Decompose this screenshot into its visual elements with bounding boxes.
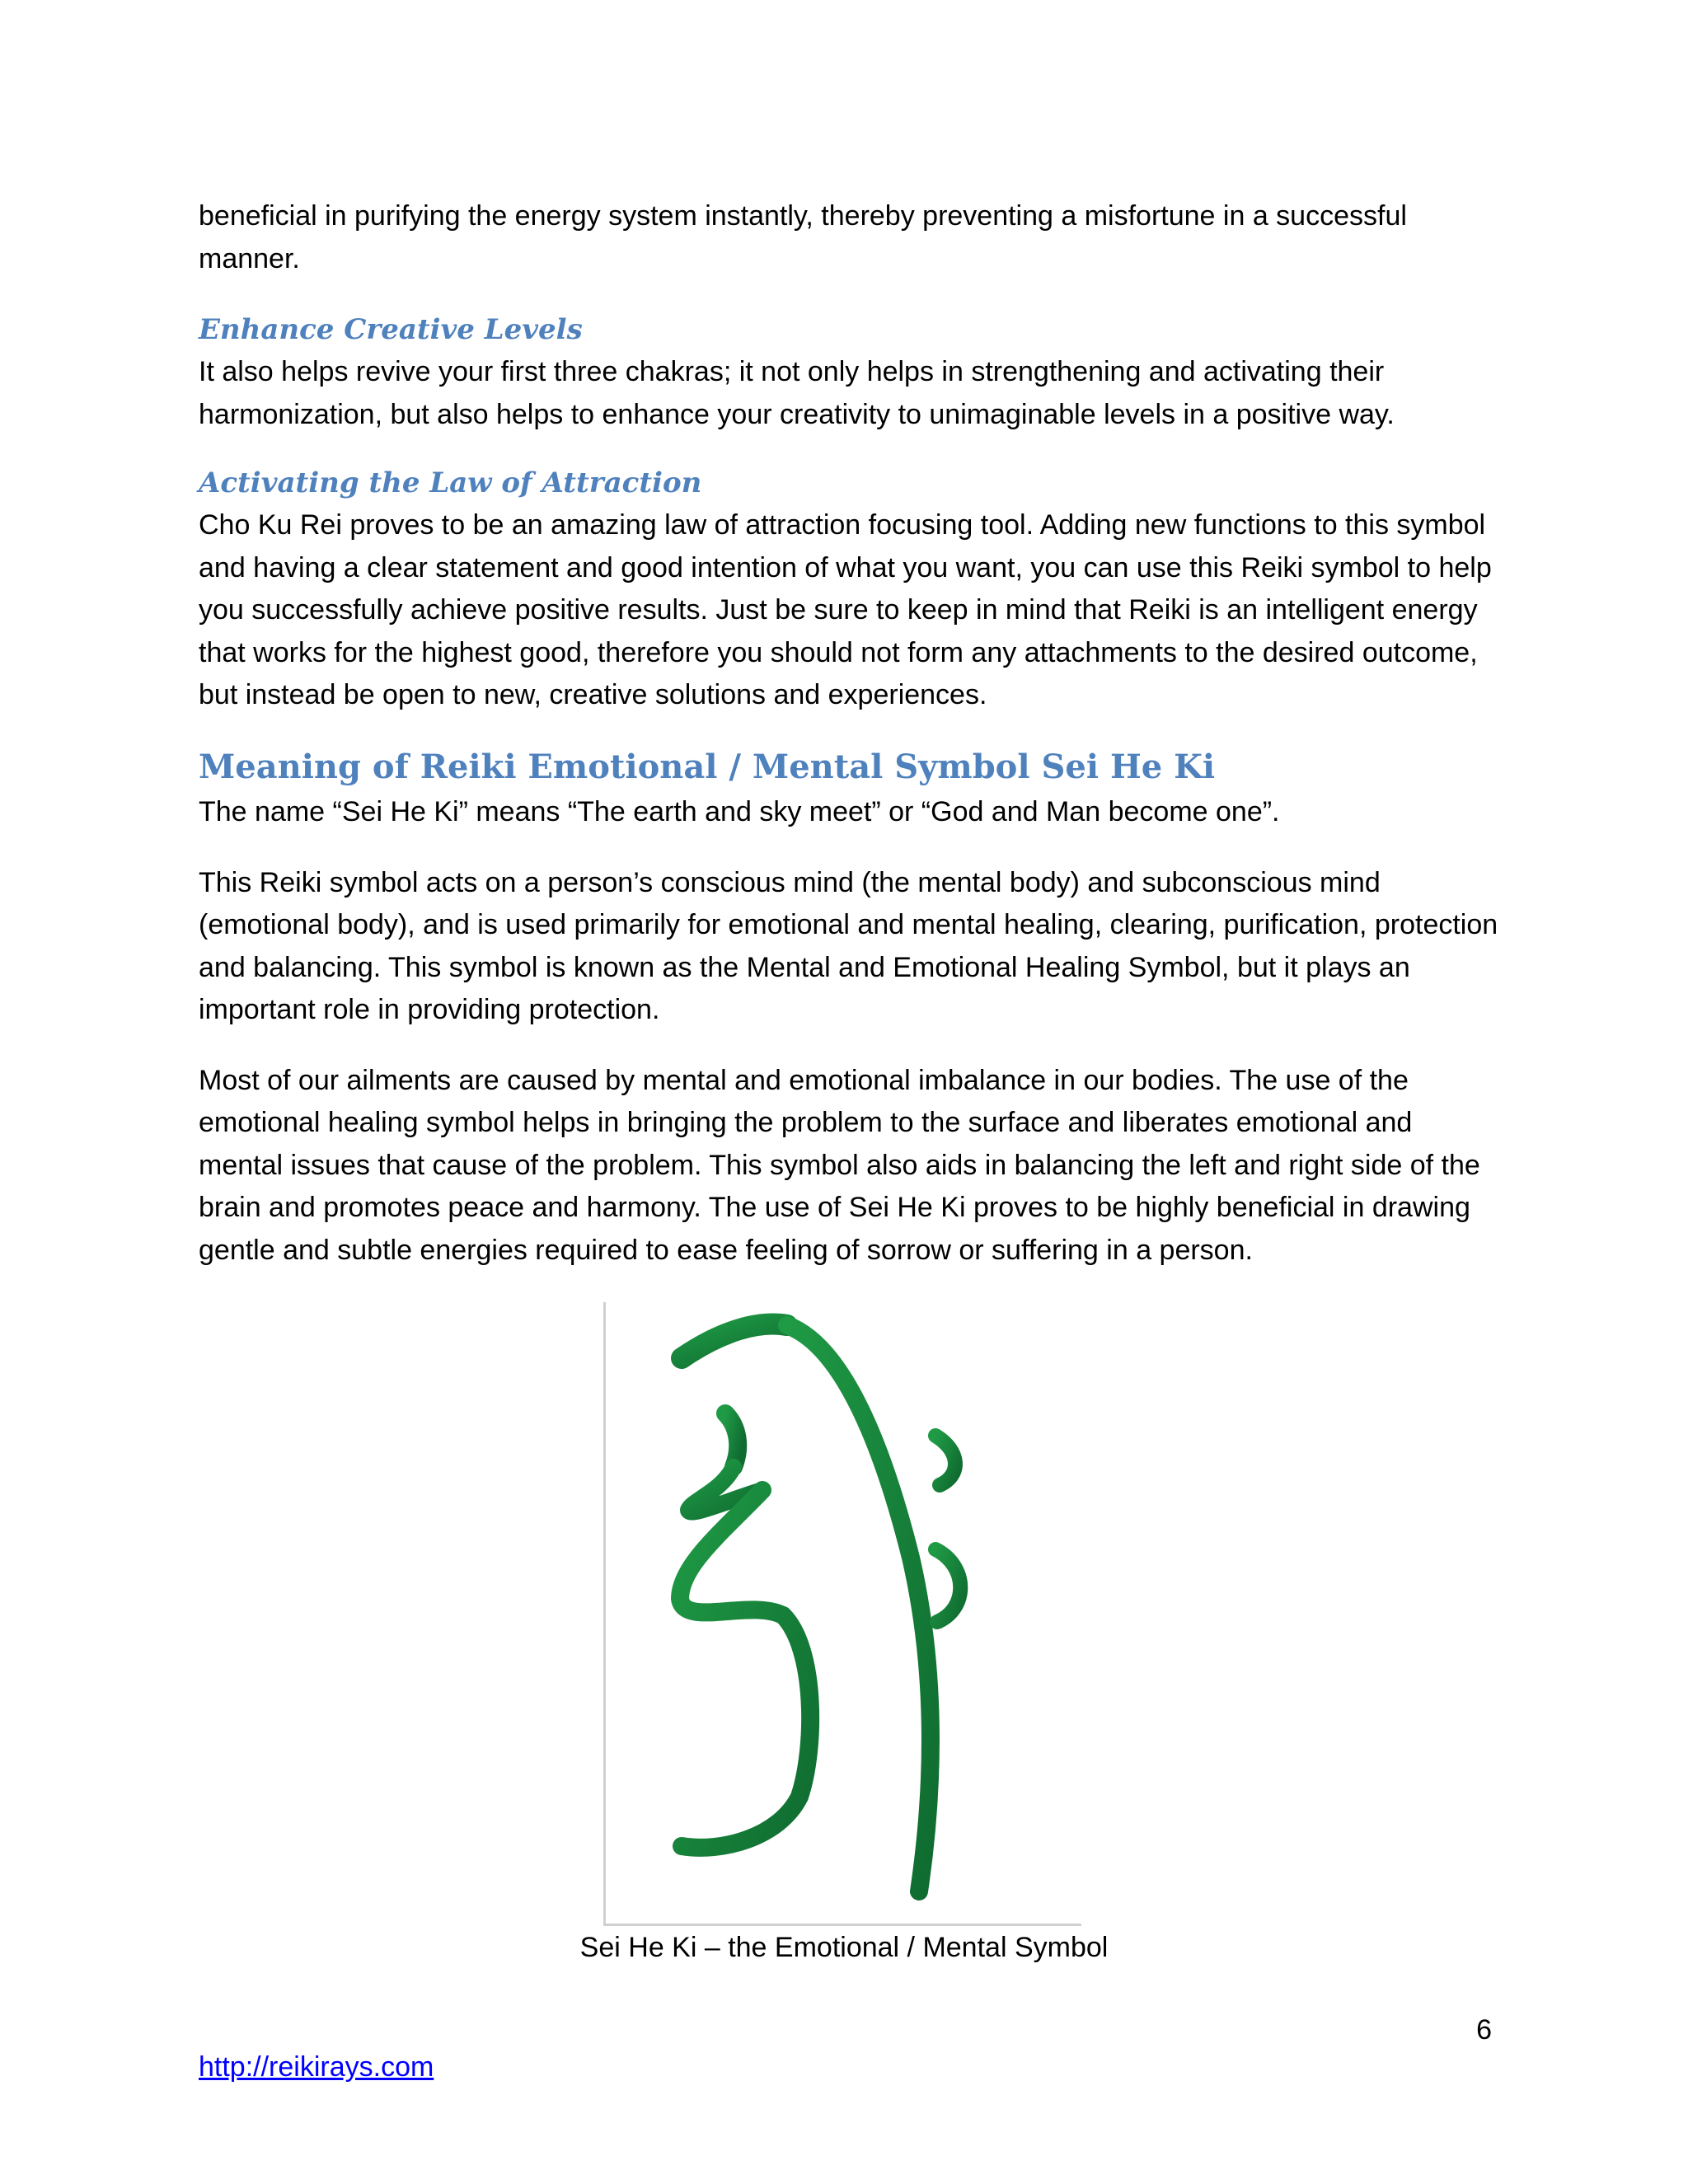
attraction-paragraph: Cho Ku Rei proves to be an amazing law of attraction focusing tool. Adding new functions to this symbol and having a clear statement and good intention of what you want, you can use this Reiki symbol to help you successfully achieve positive results. Just be sure to keep in mind that Reiki is an intelligent energy that works for the highest good, therefore you should not form any attachments to the desired outcome, but instead be open to new, creative solutions and experiences. <box>199 509 1492 710</box>
intro-continuation: beneficial in purifying the energy system instantly, thereby preventing a misfortune in a successful manner. <box>199 200 1407 274</box>
subheading-attraction: Activating the Law of Attraction <box>199 466 702 499</box>
intro-paragraph-block <box>199 195 1501 280</box>
seiheki-mind-paragraph: This Reiki symbol acts on a person’s conscious mind (the mental body) and subconscious mind (emotional body), and is used primarily for emotional and mental healing, clearing, purification, protection and balancing. This symbol is known as the Mental and Emotional Healing Symbol, but it plays an important role in providing protection. <box>199 866 1498 1025</box>
seiheki-ailments-paragraph: Most of our ailments are caused by mental and emotional imbalance in our bodies. The use of the emotional healing symbol helps in bringing the problem to the surface and liberates emotional and mental issues that cause of the problem. This symbol also aids in balancing the left and right side of the brain and promotes peace and harmony. The use of Sei He Ki proves to be highly beneficial in drawing gentle and subtle energies required to ease feeling of sorrow or suffering in a person. <box>199 1064 1480 1266</box>
creative-paragraph: It also helps revive your first three chakras; it not only helps in strengthening and activating their harmonization, but also helps to enhance your creativity to unimaginable levels in a positive way. <box>199 356 1395 430</box>
section-attraction <box>199 462 1501 717</box>
footer-website-link[interactable]: http://reikirays.com <box>199 2051 434 2083</box>
figure-caption: Sei He Ki – the Emotional / Mental Symbol <box>579 1932 1109 1963</box>
section-seiheki <box>199 743 1501 1272</box>
seiheki-name-paragraph: The name “Sei He Ki” means “The earth and sky meet” or “God and Man become one”. <box>199 796 1280 827</box>
sei-he-ki-symbol-image <box>603 1302 1081 1926</box>
heading-seiheki: Meaning of Reiki Emotional / Mental Symbol Sei He Ki <box>199 748 1216 786</box>
section-creative <box>199 309 1501 436</box>
sei-he-ki-symbol-icon <box>606 1302 1079 1924</box>
subheading-creative: Enhance Creative Levels <box>199 313 583 346</box>
page-number: 6 <box>1476 2014 1492 2046</box>
